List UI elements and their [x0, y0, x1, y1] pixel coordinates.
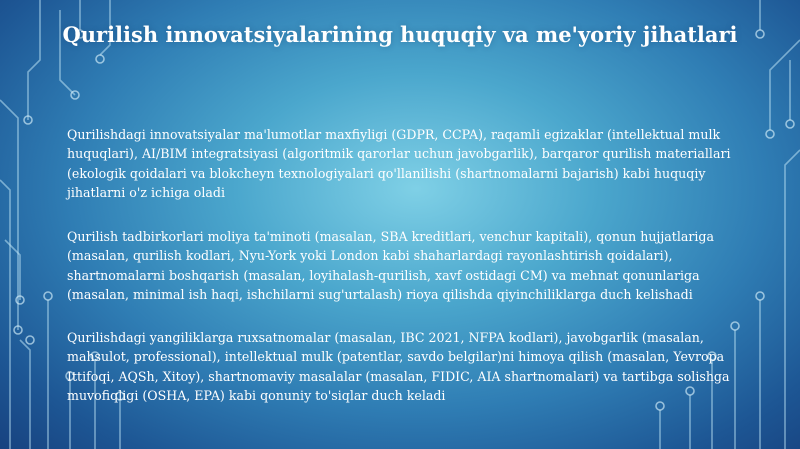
paragraph-legal-aspects: Qurilishdagi innovatsiyalar ma'lumotlar maxfiyligi (GDPR, CCPA), raqamli egizaklar (intellektual mulk huquqlari), AI/BIM integratsiyasi (algoritmik qarorlar uchun javobgarlik), barqaror qurilish materiallari (ekologik qoidalari va blokcheyn texnologiyalari qo'llanilishi (shartnomalarni bajarish) kabi huquqiy jihatlarni o'z ichiga oladi [67, 127, 731, 201]
paragraph-entrepreneur-challenges: Qurilish tadbirkorlari moliya ta'minoti (masalan, SBA kreditlari, venchur kapitali), qonun hujjatlariga (masalan, qurilish kodlari, Nyu-York yoki London kabi shaharlardagi rayonlashtirish qoidalari), shartnomalarni boshqarish (masalan, loyihalash-qurilish, xavf ostidagi CM) va mehnat qonunlariga (masalan, minimal ish haqi, ishchilarni sug'urtalash) rioya qilishda qiyinchiliklarga duch kelishadi [67, 229, 714, 303]
paragraph-legal-barriers: Qurilishdagi yangiliklarga ruxsatnomalar (masalan, IBC 2021, NFPA kodlari), javobgarlik (masalan, mahsulot, professional), intellektual mulk (patentlar, savdo belgilar)ni himoya qilish (masalan, Yevropa Ittifoqi, AQSh, Xitoy), shartnomaviy masalalar (masalan, FIDIC, AIA shartnomalari) va tartibga solishga muvofiqligi (OSHA, EPA) kabi qonuniy to'siqlar duch keladi [67, 330, 730, 404]
slide-title: Qurilish innovatsiyalarining huquqiy va me'yoriy jihatlari [62, 22, 738, 47]
